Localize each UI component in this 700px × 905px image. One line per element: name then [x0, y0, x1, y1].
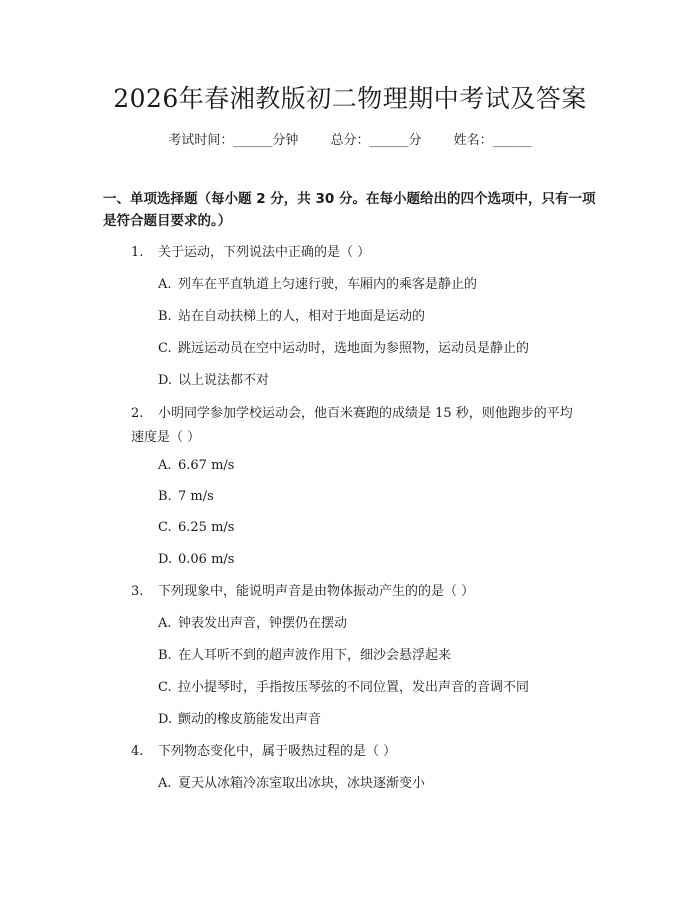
question-text: 小明同学参加学校运动会，他百米赛跑的成绩是 15 秒，则他跑步的平均 — [158, 406, 573, 421]
option-letter: C. — [158, 680, 172, 695]
question-1 — [131, 242, 601, 264]
option-letter: B. — [158, 489, 172, 504]
question-1-option-d — [158, 371, 598, 391]
question-number: 1. — [131, 245, 144, 260]
question-number: 2. — [131, 406, 144, 421]
option-letter: D. — [158, 712, 173, 727]
option-letter: A. — [158, 458, 172, 473]
option-letter: B. — [158, 648, 172, 663]
option-text: 夏天从冰箱冷冻室取出冰块，冰块逐渐变小 — [178, 776, 426, 791]
exam-time-field: 考试时间：______分钟 — [168, 133, 299, 148]
option-letter: A. — [158, 277, 172, 292]
total-score-field: 总分：______分 — [330, 133, 422, 148]
section-heading — [103, 188, 603, 232]
question-text: 下列物态变化中，属于吸热过程的是（ ） — [158, 744, 397, 759]
question-3-option-d — [158, 710, 598, 730]
option-letter: C. — [158, 520, 172, 535]
option-text: 站在自动扶梯上的人，相对于地面是运动的 — [178, 309, 426, 324]
question-1-option-c — [158, 339, 598, 359]
question-2-option-b — [158, 487, 598, 507]
question-3-option-b — [158, 646, 598, 666]
option-letter: A. — [158, 776, 172, 791]
option-text: 跳远运动员在空中运动时，选地面为参照物，运动员是静止的 — [178, 341, 530, 356]
question-1-option-a — [158, 275, 598, 295]
question-4 — [131, 741, 601, 763]
question-text: 关于运动，下列说法中正确的是（ ） — [158, 245, 371, 260]
question-2-option-d — [158, 550, 598, 570]
option-text: 拉小提琴时，手指按压琴弦的不同位置，发出声音的音调不同 — [178, 680, 530, 695]
option-letter: A. — [158, 616, 172, 631]
section-heading-line2: 是符合题目要求的。） — [103, 213, 232, 229]
option-text: 7 m/s — [178, 489, 214, 504]
exam-meta — [0, 131, 700, 151]
option-letter: D. — [158, 373, 173, 388]
option-text: 颤动的橡皮筋能发出声音 — [178, 712, 322, 727]
question-3 — [131, 581, 601, 603]
question-text-line1 — [131, 402, 603, 426]
option-text: 在人耳听不到的超声波作用下，细沙会悬浮起来 — [178, 648, 452, 663]
question-number: 4. — [131, 744, 144, 759]
question-text-line2: 速度是（ ） — [131, 430, 201, 445]
student-name-field: 姓名：______ — [453, 133, 532, 148]
option-letter: C. — [158, 341, 172, 356]
option-text: 以上说法都不对 — [178, 373, 270, 388]
page-title: 2026年春湘教版初二物理期中考试及答案 — [113, 84, 587, 113]
question-3-option-c — [158, 678, 598, 698]
question-3-option-a — [158, 614, 598, 634]
question-number: 3. — [131, 584, 144, 599]
option-text: 6.25 m/s — [178, 520, 235, 535]
option-text: 6.67 m/s — [178, 458, 235, 473]
option-text: 0.06 m/s — [178, 552, 235, 567]
question-4-option-a — [158, 774, 598, 794]
option-letter: B. — [158, 309, 172, 324]
question-2-option-c — [158, 518, 598, 538]
option-text: 钟表发出声音，钟摆仍在摆动 — [178, 616, 348, 631]
question-1-option-b — [158, 307, 598, 327]
question-2 — [131, 402, 603, 450]
section-heading-line1: 一、单项选择题（每小题 2 分，共 30 分。在每小题给出的四个选项中，只有一项 — [103, 191, 596, 207]
question-text: 下列现象中，能说明声音是由物体振动产生的的是（ ） — [158, 584, 475, 599]
option-letter: D. — [158, 552, 173, 567]
option-text: 列车在平直轨道上匀速行驶，车厢内的乘客是静止的 — [178, 277, 478, 292]
question-2-option-a — [158, 456, 598, 476]
